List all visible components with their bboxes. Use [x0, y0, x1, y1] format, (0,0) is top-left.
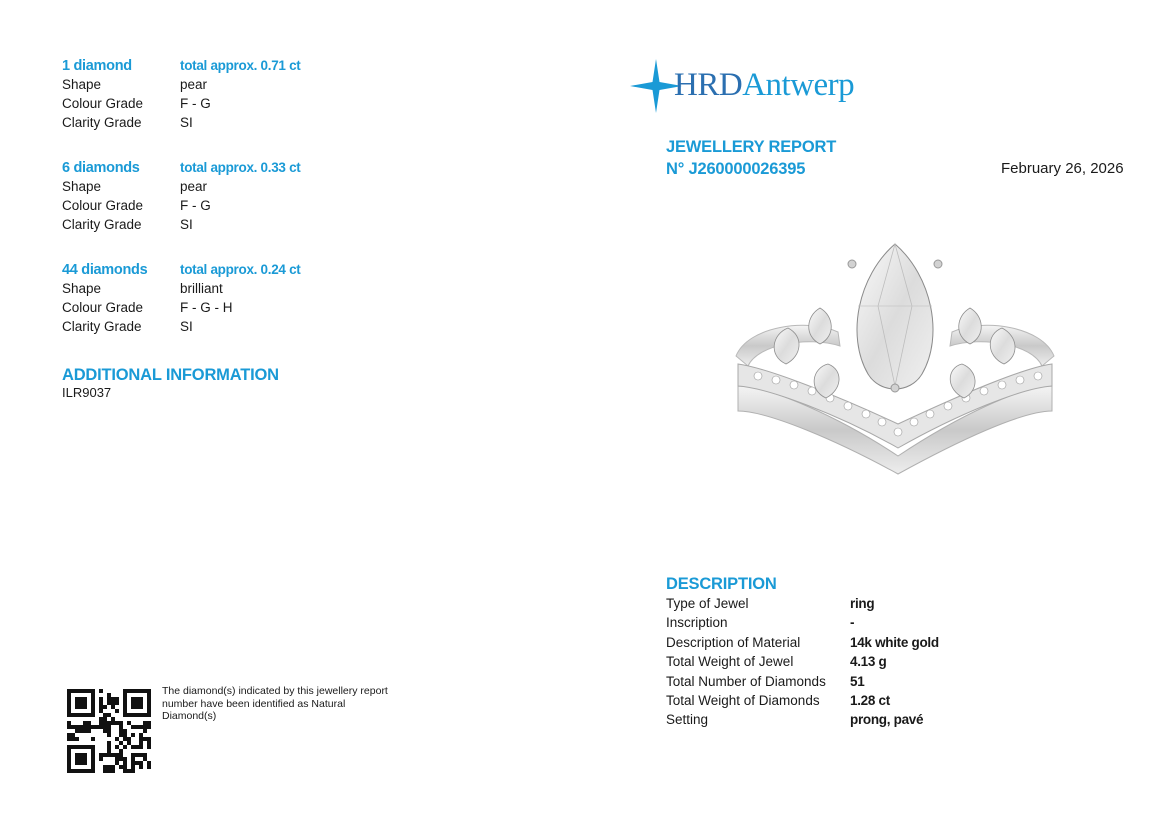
stone-group-header [62, 262, 382, 281]
row-label: Clarity Grade [62, 319, 142, 334]
row-value: 1.28 ct [850, 692, 890, 708]
stone-row-clarity [62, 319, 382, 338]
row-label: Total Number of Diamonds [666, 673, 826, 689]
stone-total-weight: total approx. 0.33 ct [180, 160, 301, 175]
stone-row-shape [62, 179, 382, 198]
stone-group-1 [62, 58, 382, 134]
stone-row-clarity [62, 115, 382, 134]
row-value: ring [850, 596, 875, 611]
report-title: JEWELLERY REPORT [666, 138, 837, 156]
row-value: F - G - H [180, 300, 233, 315]
qr-code [67, 689, 151, 773]
description-row [666, 654, 1086, 673]
row-label: Colour Grade [62, 198, 144, 213]
row-value: 4.13 g [850, 654, 887, 670]
row-label: Type of Jewel [666, 596, 749, 611]
stone-count: 1 diamond [62, 58, 132, 74]
row-value: SI [180, 115, 193, 130]
report-date: February 26, 2026 [1001, 160, 1124, 177]
stone-row-colour [62, 96, 382, 115]
stone-total-weight: total approx. 0.71 ct [180, 58, 301, 73]
description-row [666, 674, 1086, 693]
row-value: 51 [850, 673, 865, 689]
row-value: prong, pavé [850, 712, 924, 728]
stone-group-header [62, 160, 382, 179]
row-label: Setting [666, 712, 709, 728]
stone-row-clarity [62, 217, 382, 236]
additional-info-text: ILR9037 [62, 385, 112, 400]
row-label: Shape [62, 281, 102, 296]
stone-row-shape [62, 281, 382, 300]
logo-antwerp: Antwerp [742, 67, 855, 103]
row-value: pear [180, 77, 208, 92]
row-label: Shape [62, 179, 102, 194]
row-value: 14k white gold [850, 634, 939, 650]
stone-group-3 [62, 262, 382, 338]
ring-image [728, 236, 1062, 476]
row-label: Total Weight of Jewel [666, 654, 794, 670]
description-title: DESCRIPTION [666, 575, 777, 593]
stone-group-2 [62, 160, 382, 236]
stone-count: 6 diamonds [62, 160, 140, 176]
row-value: pear [180, 179, 208, 194]
row-value: brilliant [180, 281, 223, 296]
row-value: SI [180, 319, 193, 334]
description-row [666, 596, 1086, 615]
description-row [666, 635, 1086, 654]
row-label: Shape [62, 77, 102, 92]
natural-diamond-note: The diamond(s) indicated by this jewellery report number have been identified as Natural Diamond(s) [162, 685, 388, 722]
row-label: Colour Grade [62, 300, 144, 315]
description-row [666, 693, 1086, 712]
row-label: Inscription [666, 615, 728, 631]
stone-group-header [62, 58, 382, 77]
row-value: SI [180, 217, 193, 232]
row-value: - [850, 615, 855, 631]
stone-row-shape [62, 77, 382, 96]
stone-total-weight: total approx. 0.24 ct [180, 262, 301, 277]
description-table [666, 596, 1086, 732]
description-row [666, 712, 1086, 731]
row-label: Clarity Grade [62, 115, 142, 130]
row-value: F - G [180, 198, 211, 213]
report-number: N° J260000026395 [666, 160, 806, 178]
row-label: Colour Grade [62, 96, 144, 111]
stone-row-colour [62, 300, 382, 319]
additional-info-title: ADDITIONAL INFORMATION [62, 366, 279, 384]
logo-hrd: HRD [674, 67, 743, 103]
hrd-antwerp-logo [628, 57, 868, 117]
stone-row-colour [62, 198, 382, 217]
row-label: Description of Material [666, 634, 801, 650]
row-label: Clarity Grade [62, 217, 142, 232]
row-value: F - G [180, 96, 211, 111]
description-row [666, 615, 1086, 634]
row-label: Total Weight of Diamonds [666, 692, 820, 708]
stone-count: 44 diamonds [62, 262, 148, 278]
